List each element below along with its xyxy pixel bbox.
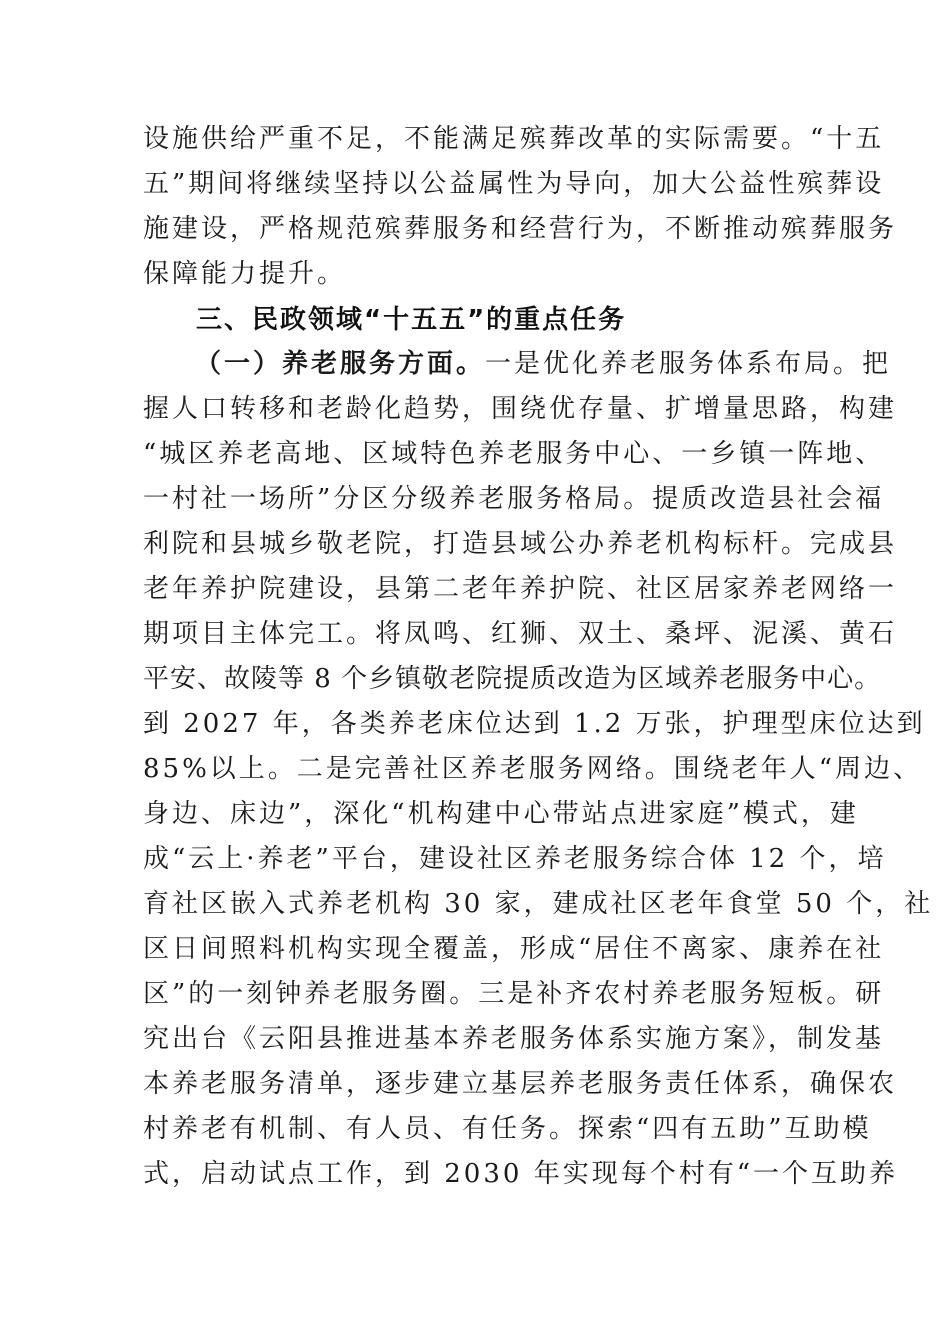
text-line: 设施供给严重不足，不能满足殡葬改革的实际需要。“十五 — [143, 124, 885, 154]
text-line: 身边、床边”，深化“机构建中心带站点进家庭”模式，建 — [143, 799, 859, 829]
paragraph-funeral-facilities — [143, 117, 898, 297]
text-line: 村养老有机制、有人员、有任务。探索“四有五助”互助模 — [143, 1114, 872, 1144]
text-line: 平安、故陵等 8 个乡镇敬老院提质改造为区域养老服务中心。 — [143, 664, 882, 694]
text-line: 施建设，严格规范殡葬服务和经营行为，不断推动殡葬服务 — [143, 214, 898, 244]
text-line: “城区养老高地、区域特色养老服务中心、一乡镇一阵地、 — [143, 439, 885, 469]
section-heading: 三、民政领域“十五五”的重点任务 — [196, 305, 627, 335]
text-line: 老年养护院建设，县第二老年养护院、社区居家养老网络一 — [143, 574, 898, 604]
text-line-rest: 一是优化养老服务体系布局。把 — [485, 349, 892, 379]
text-line — [143, 342, 892, 387]
text-line: 握人口转移和老龄化趋势，围绕优存量、扩增量思路，构建 — [143, 394, 898, 424]
text-line: 本养老服务清单，逐步建立基层养老服务责任体系，确保农 — [143, 1069, 898, 1099]
text-line: 区日间照料机构实现全覆盖，形成“居住不离家、康养在社 — [143, 934, 885, 964]
text-line: 到 2027 年，各类养老床位达到 1.2 万张，护理型床位达到 — [143, 709, 926, 739]
text-line: 一村社一场所”分区分级养老服务格局。提质改造县社会福 — [143, 484, 885, 514]
text-line: 究出台《云阳县推进基本养老服务体系实施方案》，制发基 — [143, 1024, 885, 1054]
text-line: 五”期间将继续坚持以公益属性为导向，加大公益性殡葬设 — [143, 169, 885, 199]
text-line: 保障能力提升。 — [143, 259, 347, 289]
text-line: 区”的一刻钟养老服务圈。三是补齐农村养老服务短板。研 — [143, 979, 885, 1009]
text-line: 利院和县城乡敬老院，打造县域公办养老机构标杆。完成县 — [143, 529, 898, 559]
text-line: 育社区嵌入式养老机构 30 家，建成社区老年食堂 50 个，社 — [143, 889, 934, 919]
subheading: （一）养老服务方面。 — [195, 349, 486, 379]
text-line: 式，启动试点工作，到 2030 年实现每个村有“一个互助养 — [143, 1159, 898, 1189]
text-line: 85%以上。二是完善社区养老服务网络。围绕老年人“周边、 — [143, 754, 923, 784]
text-line: 期项目主体完工。将凤鸣、红狮、双土、桑坪、泥溪、黄石 — [143, 619, 898, 649]
text-line: 成“云上·养老”平台，建设社区养老服务综合体 12 个，培 — [143, 844, 887, 874]
paragraph-elderly-care — [143, 342, 934, 1197]
